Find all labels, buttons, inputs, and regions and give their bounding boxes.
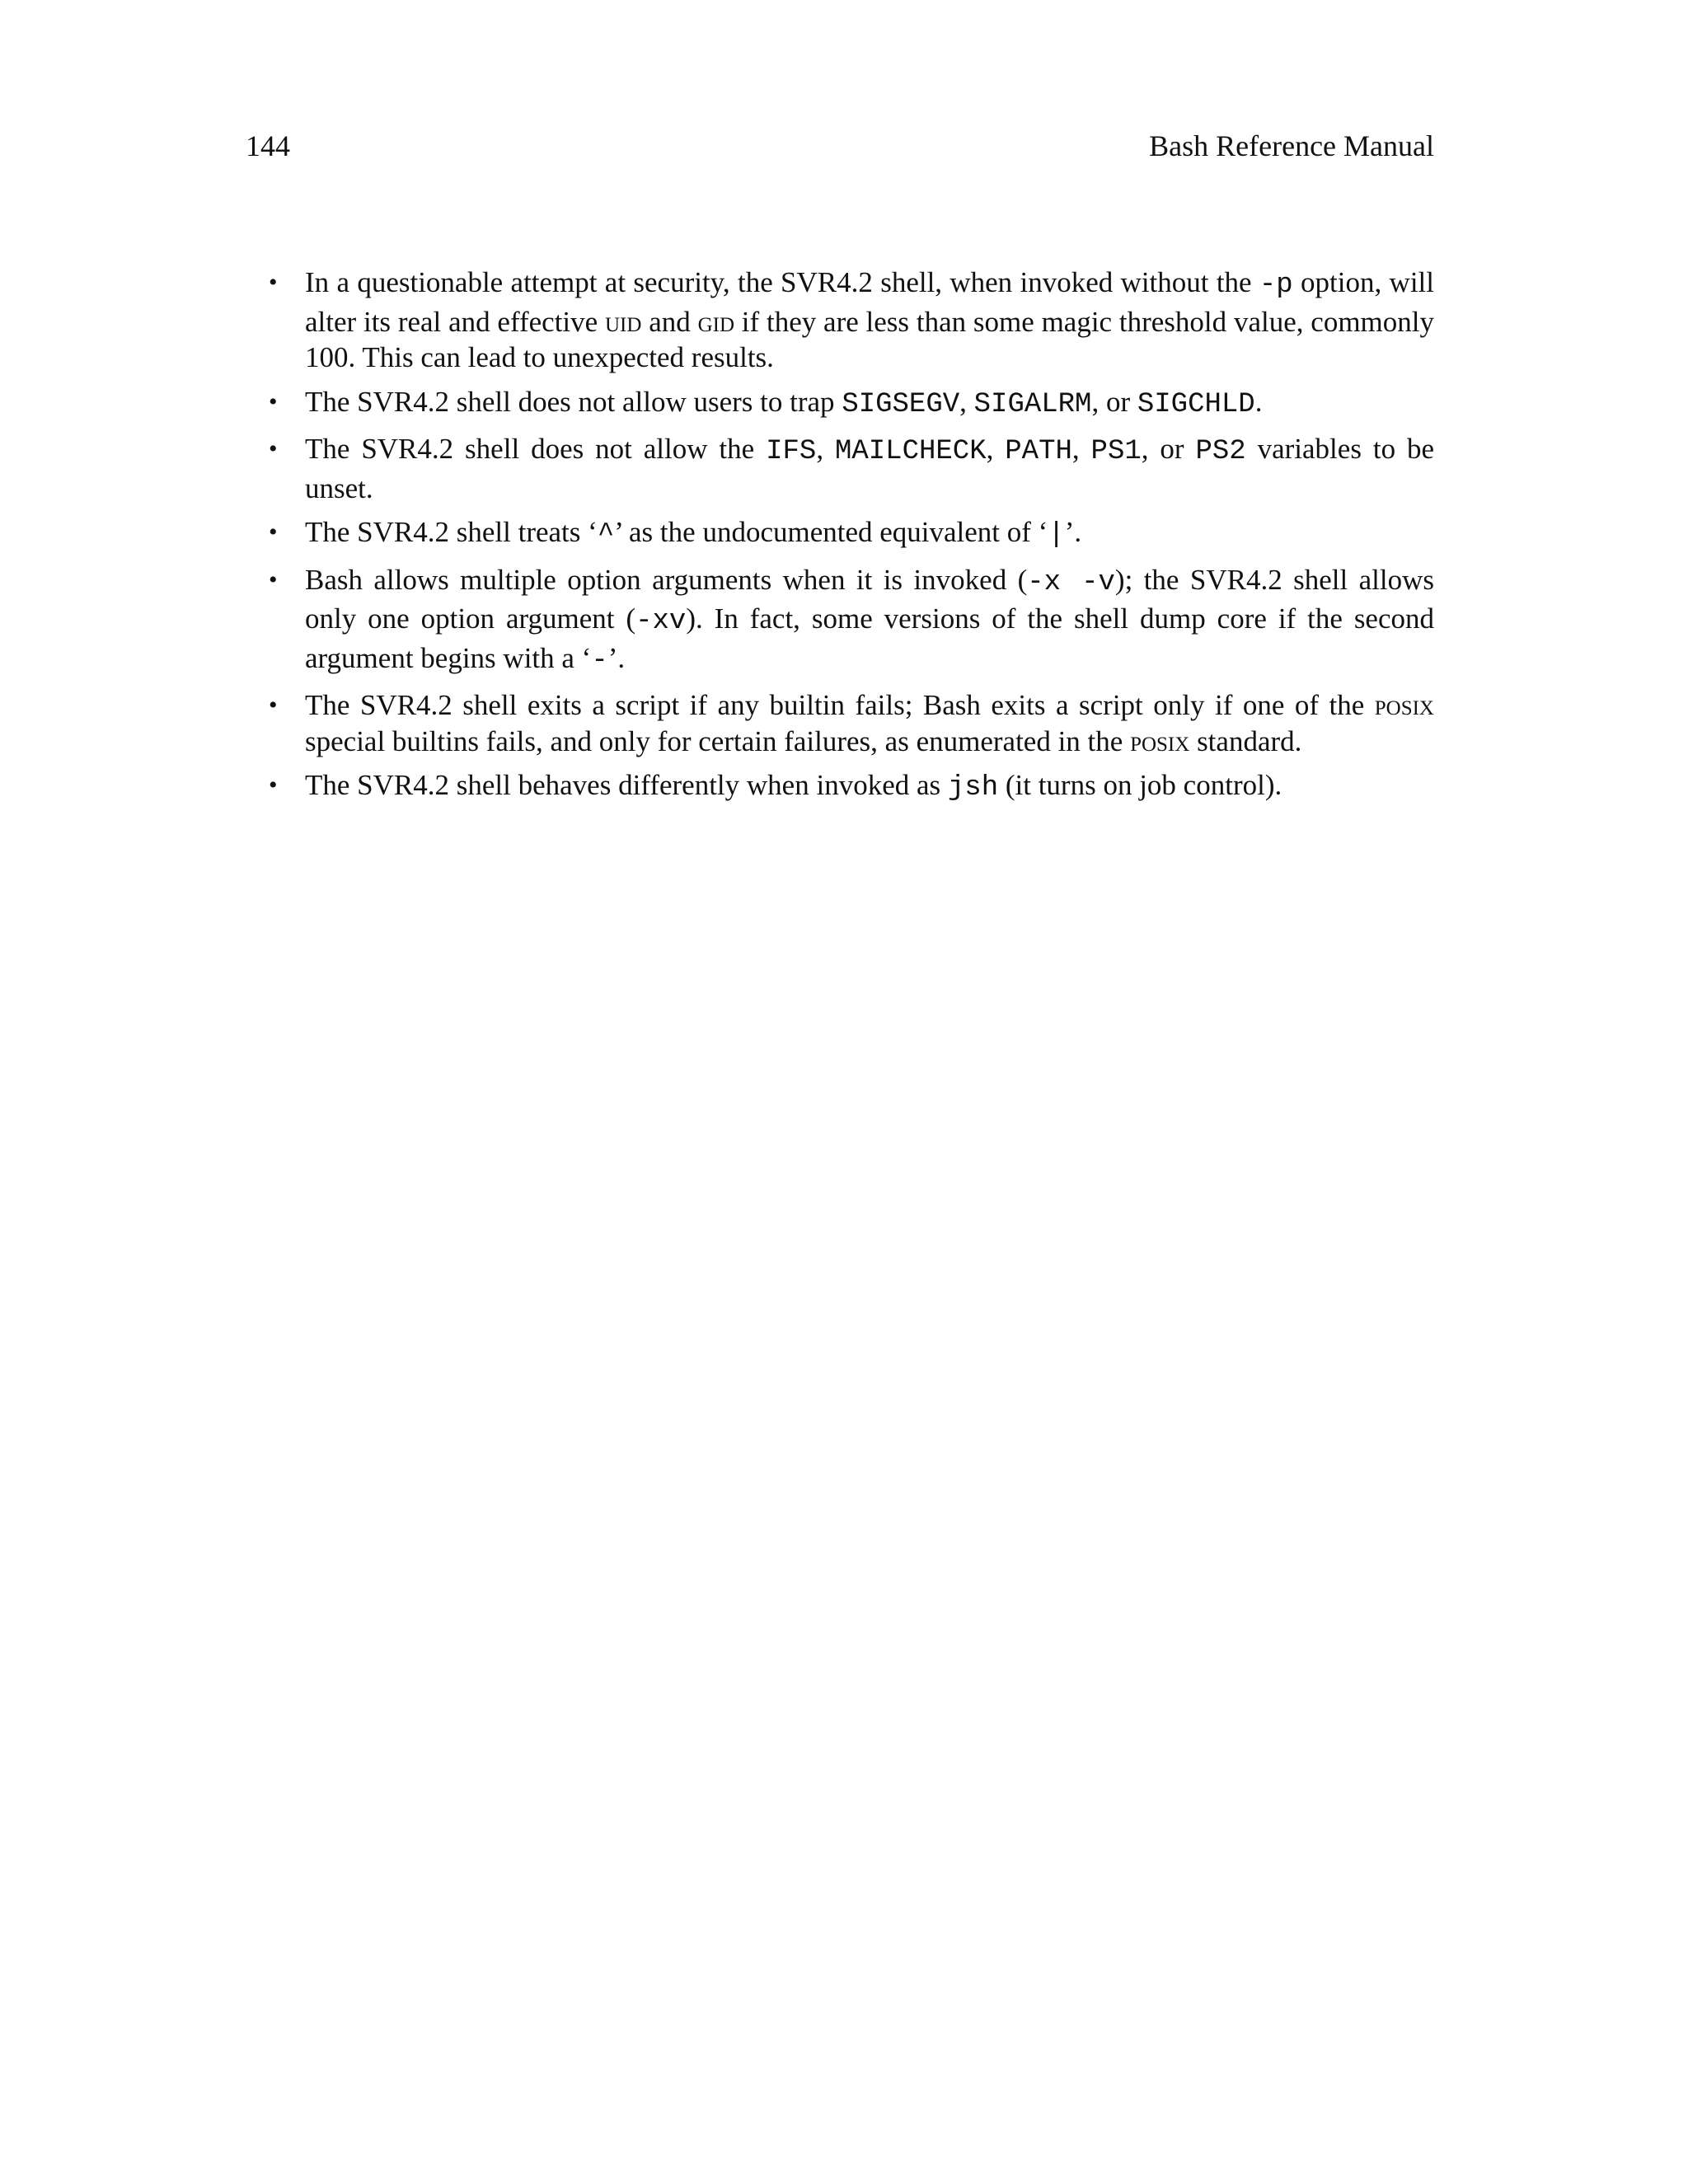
item-text: if they are less than some magic threshold value, commonly 100. This can lead to unexpected results. [305, 305, 1434, 373]
item-text: option, will alter its real and effective [305, 266, 1434, 338]
code-signal: SIGALRM [973, 388, 1092, 420]
code-char: | [1048, 519, 1065, 551]
code-signal: SIGCHLD [1137, 388, 1255, 420]
item-text: variables to be unset. [305, 433, 1435, 504]
item-text: ’. [607, 641, 626, 674]
item-text: ); the SVR4.2 shell allows only one option argument ( [305, 563, 1434, 635]
item-text: , [1071, 433, 1091, 465]
item-text: (it turns on job control). [998, 769, 1282, 801]
small-caps-term: posix [1130, 724, 1190, 757]
item-text: Bash allows multiple option arguments when it is invoked ( [305, 563, 1028, 596]
running-title: Bash Reference Manual [1149, 129, 1434, 162]
bullet-icon: • [269, 435, 278, 462]
code-command: jsh [947, 772, 999, 804]
list-item [246, 514, 1434, 554]
small-caps-term: posix [1374, 689, 1434, 721]
list-item [246, 562, 1434, 680]
item-text: The SVR4.2 shell exits a script if any builtin fails; Bash exits a script only if one of the [305, 689, 1375, 721]
code-option: -xv [635, 606, 687, 637]
item-text: , [986, 433, 1006, 465]
list-item [246, 767, 1434, 807]
code-variable: PATH [1005, 436, 1072, 467]
incompatibility-list [246, 265, 1434, 807]
bullet-icon: • [269, 691, 278, 719]
item-text: The SVR4.2 shell does not allow users to trap [305, 385, 842, 418]
code-option: -p [1259, 269, 1293, 301]
bullet-icon: • [269, 771, 278, 799]
item-text: The SVR4.2 shell does not allow the [305, 433, 767, 465]
item-text: special builtins fails, and only for certain failures, as enumerated in the [305, 724, 1131, 757]
item-text: ). In fact, some versions of the shell dump core if the second argument begins with a ‘ [305, 602, 1435, 674]
bullet-icon: • [269, 387, 278, 415]
page-header [246, 129, 1434, 170]
code-variable: PS1 [1090, 436, 1142, 467]
list-item [246, 265, 1434, 376]
list-item [246, 687, 1434, 759]
item-text: , [816, 433, 835, 465]
code-variable: MAILCHECK [834, 436, 987, 467]
item-text: . [1254, 385, 1263, 418]
code-variable: IFS [766, 436, 817, 467]
item-text: ’ as the undocumented equivalent of ‘ [614, 516, 1048, 548]
item-text: , or [1141, 433, 1196, 465]
code-option: -x -v [1027, 566, 1115, 598]
item-text: , [959, 385, 974, 418]
list-item [246, 384, 1434, 424]
code-variable: PS2 [1195, 436, 1246, 467]
small-caps-term: uid [604, 305, 642, 338]
item-text: and [641, 305, 698, 338]
item-text: In a questionable attempt at security, the SVR4.2 shell, when invoked without the [305, 266, 1259, 298]
bullet-icon: • [269, 565, 278, 593]
code-signal: SIGSEGV [842, 388, 960, 420]
item-text: The SVR4.2 shell behaves differently when invoked as [305, 769, 948, 801]
item-text: The SVR4.2 shell treats ‘ [305, 516, 598, 548]
bullet-icon: • [269, 269, 278, 296]
item-text: ’. [1064, 516, 1082, 548]
code-char: ^ [597, 519, 615, 551]
list-item [246, 431, 1434, 506]
page-content [246, 265, 1434, 815]
page-number: 144 [246, 129, 290, 162]
item-text: standard. [1189, 724, 1302, 757]
bullet-icon: • [269, 518, 278, 546]
small-caps-term: gid [697, 305, 734, 338]
code-char: - [591, 644, 608, 677]
item-text: , or [1091, 385, 1137, 418]
